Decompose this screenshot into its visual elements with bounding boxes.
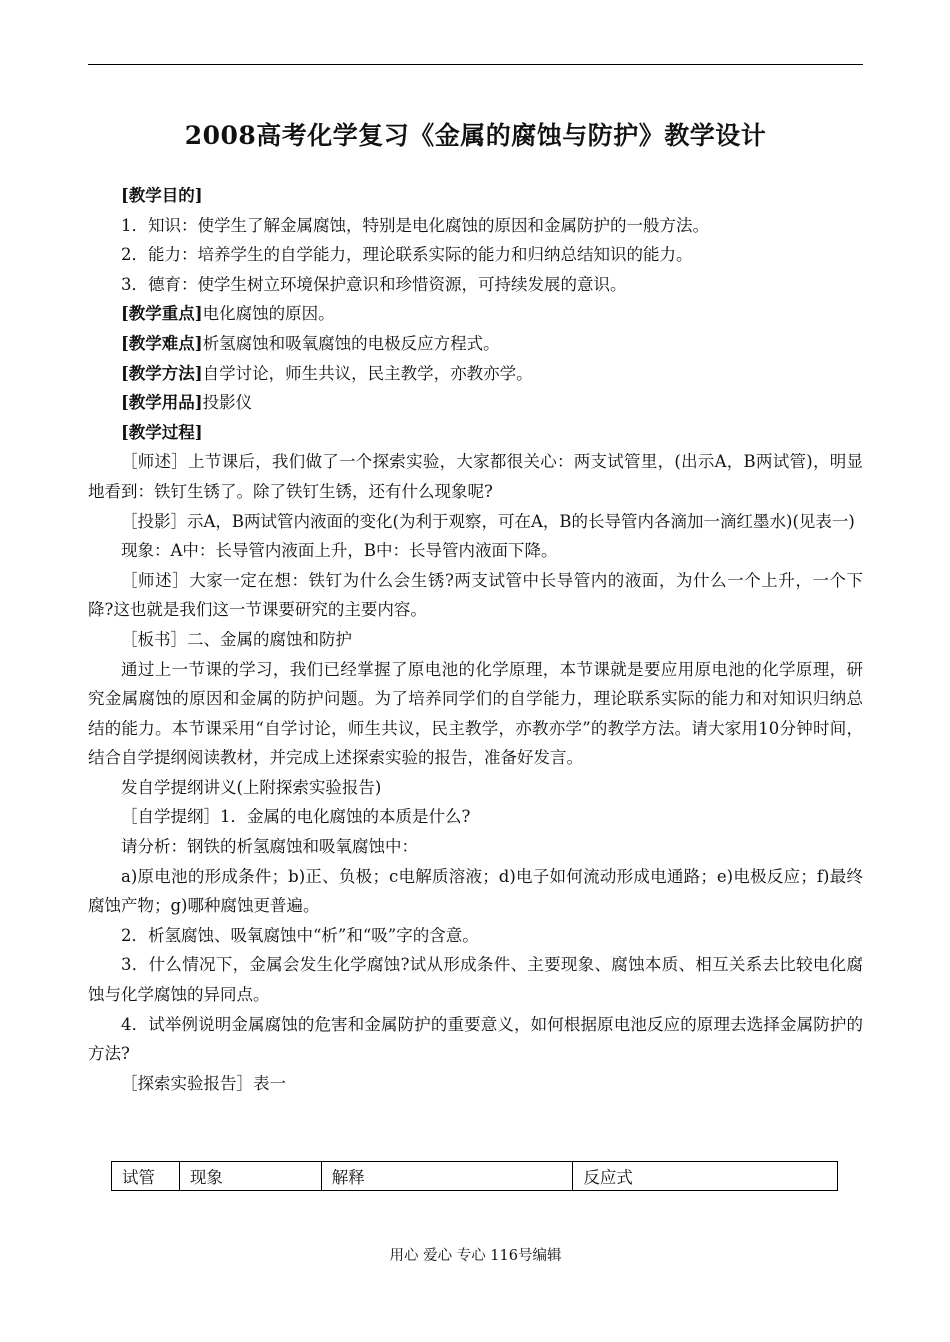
paragraph: ［投影］示A，B两试管内液面的变化(为利于观察，可在A，B的长导管内各滴加一滴红墨水)(见表一) <box>121 511 855 531</box>
paragraph: 3．什么情况下，金属会发生化学腐蚀?试从形成条件、主要现象、腐蚀本质、相互关系去比较电化腐蚀与化学腐蚀的异同点。 <box>88 955 863 1005</box>
paragraph: 现象：A中：长导管内液面上升，B中：长导管内液面下降。 <box>121 541 558 561</box>
report-table-header-cell: 反应式 <box>573 1162 838 1191</box>
paragraph: ［自学提纲］1．金属的电化腐蚀的本质是什么? <box>121 807 471 827</box>
materials-label: [教学用品] <box>121 393 203 413</box>
objective-item: 2．能力：培养学生的自学能力，理论联系实际的能力和归纳总结知识的能力。 <box>121 245 693 265</box>
method-line <box>88 359 863 389</box>
report-table <box>111 1161 838 1191</box>
document-title: 2008高考化学复习《金属的腐蚀与防护》教学设计 <box>184 121 767 150</box>
method-label: [教学方法] <box>121 363 203 383</box>
report-table-header-cell: 解释 <box>321 1162 573 1191</box>
paragraph: 请分析：钢铁的析氢腐蚀和吸氧腐蚀中： <box>121 837 418 857</box>
document-body <box>88 181 863 1098</box>
key-point-label: [教学重点] <box>121 304 203 324</box>
difficulty-line <box>88 329 863 359</box>
paragraph: a)原电池的形成条件；b)正、负极；c电解质溶液；d)电子如何流动形成电通路；e)电极反应；f)最终腐蚀产物；g)哪种腐蚀更普遍。 <box>88 866 863 916</box>
materials-text: 投影仪 <box>202 393 253 413</box>
header-rule <box>88 64 863 65</box>
difficulty-text: 析氢腐蚀和吸氧腐蚀的电极反应方程式。 <box>202 333 500 353</box>
report-table-header-cell: 试管 <box>112 1162 180 1191</box>
paragraph: 2．析氢腐蚀、吸氧腐蚀中“析”和“吸”字的含意。 <box>121 925 479 945</box>
report-table-header-cell: 现象 <box>179 1162 321 1191</box>
paragraph: 4．试举例说明金属腐蚀的危害和金属防护的重要意义，如何根据原电池反应的原理去选择金属防护的方法? <box>88 1014 863 1064</box>
paragraph: 发自学提纲讲义(上附探索实验报告) <box>121 777 382 797</box>
difficulty-label: [教学难点] <box>121 333 203 353</box>
objective-item: 1．知识：使学生了解金属腐蚀，特别是电化腐蚀的原因和金属防护的一般方法。 <box>121 215 709 235</box>
objective-item: 3．德育：使学生树立环境保护意识和珍惜资源，可持续发展的意识。 <box>121 274 627 294</box>
key-point-line <box>88 299 863 329</box>
report-table-header-row <box>112 1162 838 1191</box>
key-point-text: 电化腐蚀的原因。 <box>202 304 335 324</box>
paragraph: ［师述］大家一定在想：铁钉为什么会生锈?两支试管中长导管内的液面，为什么一个上升，一个下降?这也就是我们这一节课要研究的主要内容。 <box>88 570 863 620</box>
paragraph: ［探索实验报告］表一 <box>121 1073 286 1093</box>
page-footer: 用心 爱心 专心 116号编辑 <box>389 1248 562 1264</box>
paragraph: 通过上一节课的学习，我们已经掌握了原电池的化学原理，本节课就是要应用原电池的化学原理，研究金属腐蚀的原因和金属的防护问题。为了培养同学们的自学能力，理论联系实际的能力和对知识归纳总结的能力。本节课采用“自学讨论，师生共议，民主教学，亦教亦学”的教学方法。请大家用10分钟时间，结合自学提纲阅读教材，并完成上述探索实验的报告，准备好发言。 <box>88 659 863 768</box>
paragraph: ［师述］上节课后，我们做了一个探索实验，大家都很关心：两支试管里，(出示A，B两试管)，明显地看到：铁钉生锈了。除了铁钉生锈，还有什么现象呢? <box>88 452 863 501</box>
process-heading: [教学过程] <box>121 422 203 442</box>
method-text: 自学讨论，师生共议，民主教学，亦教亦学。 <box>202 363 533 383</box>
materials-line <box>88 388 863 418</box>
objectives-heading: [教学目的] <box>121 186 203 205</box>
paragraph: ［板书］二、金属的腐蚀和防护 <box>121 629 352 649</box>
